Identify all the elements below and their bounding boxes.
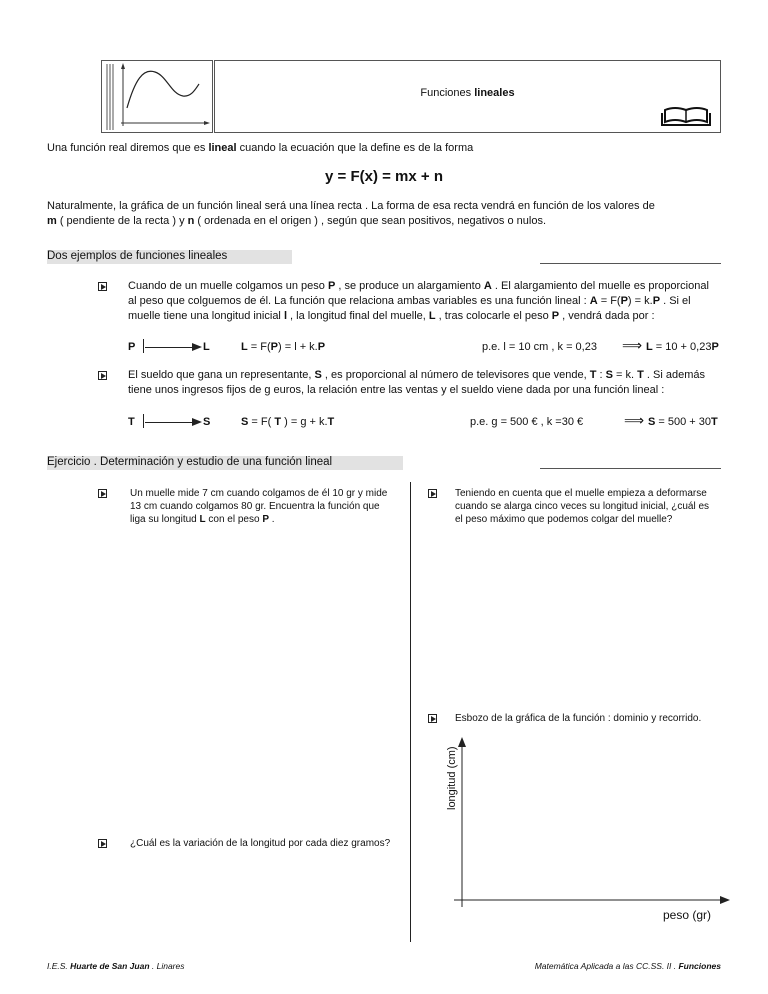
play-triangle-icon [428,489,437,498]
sketch-graph-axes [440,735,730,910]
map-2-example: p.e. g = 500 € , k =30 € [470,416,584,428]
map-2-bar [143,414,144,428]
footer-left: I.E.S. Huarte de San Juan . Linares [47,961,185,971]
map-1-example: p.e. l = 10 cm , k = 0,23 [482,341,597,353]
map-2-equation: S = F( T ) = g + k.T [241,416,335,428]
map-2-arrow-head [192,418,202,426]
function-graph-icon [101,60,213,133]
example-2-line-2: tiene unos ingresos fijos de g euros, la relación entre las ventas y el sueldo viene dada por una función lineal : [128,384,665,396]
map-1-domain: P [128,341,136,353]
section-divider [540,263,721,264]
map-2-domain: T [128,416,135,428]
open-book-icon [661,104,711,126]
map-1-result: L = 10 + 0,23P [646,341,719,353]
graph-y-axis-label: longitud (cm) [446,746,458,810]
page-title: Funciones lineales [420,87,515,99]
intro-paragraph-1: Una función real diremos que es lineal cuando la ecuación que la define es de la forma [47,142,474,154]
map-1-arrow-head [192,343,202,351]
play-triangle-icon [428,714,437,723]
column-divider [410,482,411,942]
implies-icon: ⟹ [624,412,645,428]
question-2: Teniendo en cuenta que el muelle empieza a deformarse cuando se alarga cinco veces su longitud inicial, ¿cuál es el peso máximo que podemos colgar del muelle? [455,488,710,525]
play-triangle-icon [98,839,107,848]
play-triangle-icon [98,282,107,291]
footer-right: Matemática Aplicada a las CC.SS. II . Funciones [534,961,721,971]
section-title-exercise: Ejercicio . Determinación y estudio de una función lineal [47,456,403,470]
map-2-result: S = 500 + 30T [648,416,718,428]
example-2-line-1: El sueldo que gana un representante, S , es proporcional al número de televisores que vende, T : S = k. T . Si además [128,369,705,381]
question-3: Esbozo de la gráfica de la función : dominio y recorrido. [455,713,702,724]
map-1-equation: L = F(P) = l + k.P [241,341,326,353]
play-triangle-icon [98,489,107,498]
graph-x-axis-label: peso (gr) [663,908,712,922]
map-2-arrow-line [145,422,193,423]
question-4: ¿Cuál es la variación de la longitud por cada diez gramos? [130,838,391,849]
section-divider [540,468,721,469]
play-triangle-icon [98,371,107,380]
section-title-examples: Dos ejemplos de funciones lineales [47,250,292,264]
map-1-codomain: L [203,341,210,353]
implies-icon: ⟹ [622,337,643,353]
intro-paragraph-2-line-2: m ( pendiente de la recta ) y n ( ordenada en el origen ) , según que sean positivos, negativos o nulos. [47,215,546,227]
map-2-codomain: S [203,416,211,428]
intro-paragraph-2-line-1: Naturalmente, la gráfica de un función lineal será una línea recta . La forma de esa recta vendrá en función de los valores de [47,200,655,212]
example-1-line-1: Cuando de un muelle colgamos un peso P , se produce un alargamiento A . El alargamiento del muelle es proporcional [128,280,709,292]
map-1-arrow-line [145,347,193,348]
example-1-line-3: muelle tiene una longitud inicial l , la longitud final del muelle, L , tras colocarle el peso P , vendrá dada por : [128,310,655,322]
example-1-line-2: al peso que colguemos de él. La función que relaciona ambas variables es una función lineal : A = F(P) = k.P . Si el [128,295,691,307]
question-1: Un muelle mide 7 cm cuando colgamos de él 10 gr y mide 13 cm cuando colgamos 80 gr. Encuentra la función que liga su longitud L con el peso P . [130,488,388,525]
linear-formula: y = F(x) = mx + n [325,168,443,185]
map-1-bar [143,339,144,353]
